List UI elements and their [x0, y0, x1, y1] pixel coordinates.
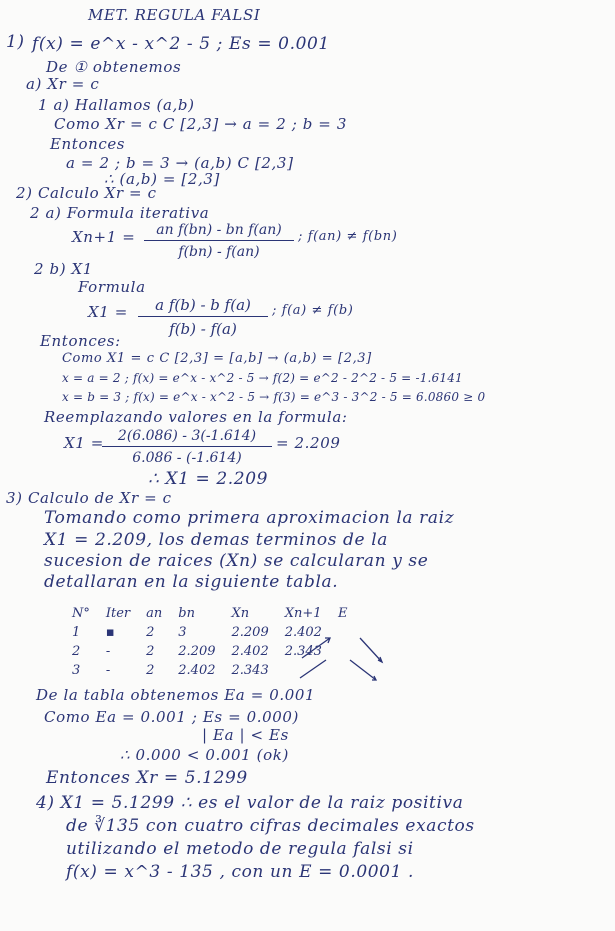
iterative-denominator: f(bn) - f(an) [178, 244, 260, 260]
table-row [64, 623, 355, 642]
table-row [64, 661, 355, 680]
table-cell [330, 623, 356, 642]
entonces-label: Entonces [50, 135, 126, 153]
como-x1-line: Como X1 = c C [2,3] = [a,b] → (a,b) = [2,3] [62, 351, 372, 366]
step2-header: 2) Calculo Xr = c [16, 184, 157, 202]
table-cell: 2.402 [284, 625, 322, 640]
table-header-row [64, 604, 355, 623]
entonces-xr-line: Entonces Xr = 5.1299 [46, 768, 248, 788]
conclusion-line1: 4) X1 = 5.1299 ∴ es el valor de la raiz positiva [36, 793, 464, 813]
step3-paragraph-line2: X1 = 2.209, los demas terminos de la [44, 530, 388, 550]
conclusion-line2: de ∛135 con cuatro cifras decimales exactos [66, 816, 475, 836]
inequality-line1: | Ea | < Es [202, 726, 289, 744]
conclusion-line4: f(x) = x^3 - 135 , con un E = 0.0001 . [66, 862, 415, 882]
table-header: bn [178, 606, 195, 621]
table-cell: 2 [146, 625, 155, 640]
problem-number: 1) [6, 32, 25, 52]
de-obtenemos-line: De ① obtenemos [46, 58, 182, 76]
como-interval-line: Como Xr = c C [2,3] → a = 2 ; b = 3 [54, 115, 347, 133]
step-a-line: a) Xr = c [26, 75, 100, 93]
x1-formula-denominator: f(b) - f(a) [169, 320, 237, 338]
table-cell: 2.209 [231, 625, 269, 640]
ab-values-line: a = 2 ; b = 3 → (a,b) C [2,3] [66, 154, 294, 172]
x1-calc-result: = 2.209 [276, 434, 341, 452]
de-la-tabla-line: De la tabla obtenemos Ea = 0.001 [36, 686, 316, 704]
conclusion-line3: utilizando el metodo de regula falsi si [66, 839, 414, 859]
step3-paragraph-line1: Tomando como primera aproximacion la raiz [44, 508, 455, 528]
table-header: N° [72, 606, 90, 621]
table-header: Iter [105, 606, 131, 621]
arrowhead-icon [378, 657, 382, 662]
table-cell [330, 642, 356, 661]
ab-interval-result: ∴ (a,b) = [2,3] [104, 170, 220, 188]
f-of-b-line: x = b = 3 ; f(x) = e^x - x^2 - 5 → f(3) = e^3 - 3^2 - 5 = 6.0860 ≥ 0 [62, 390, 486, 404]
table-cell: 2.343 [231, 663, 269, 678]
arrow-diagonal-icon [360, 638, 382, 662]
x1-final-result: ∴ X1 = 2.209 [148, 469, 269, 489]
table-cell: 3 [72, 663, 81, 678]
table-cell: 1 [72, 625, 81, 640]
table-cell: 2.209 [178, 644, 216, 659]
table-cell [277, 661, 330, 680]
x1-formula-condition: ; f(a) ≠ f(b) [272, 303, 354, 318]
iterative-lhs: Xn+1 = [72, 228, 136, 246]
table-header: E [337, 606, 348, 621]
reemplazando-line: Reemplazando valores en la formula: [44, 408, 348, 426]
como-ea-line: Como Ea = 0.001 ; Es = 0.000) [44, 708, 300, 726]
step-1a-header: 1 a) Hallamos (a,b) [38, 96, 195, 114]
step3-paragraph-line4: detallaran en la siguiente tabla. [44, 572, 339, 592]
table-cell: 2 [72, 644, 81, 659]
step2a-header: 2 a) Formula iterativa [30, 204, 210, 222]
x1-calc-lhs: X1 = [64, 434, 104, 452]
x1-formula-fraction [138, 296, 268, 338]
table-cell: - [105, 663, 111, 678]
table-cell: ▪ [105, 625, 115, 640]
iterative-numerator: an f(bn) - bn f(an) [144, 222, 294, 241]
table-cell: 2.402 [178, 663, 216, 678]
table-cell: 2.343 [284, 644, 322, 659]
x1-formula-numerator: a f(b) - b f(a) [138, 296, 268, 317]
step3-paragraph-line3: sucesion de raices (Xn) se calcularan y se [44, 551, 429, 571]
arrowhead-icon [372, 676, 376, 680]
f-of-a-line: x = a = 2 ; f(x) = e^x - x^2 - 5 → f(2) = e^2 - 2^2 - 5 = -1.6141 [62, 371, 463, 385]
iterative-condition: ; f(an) ≠ f(bn) [298, 229, 398, 244]
table-cell: 2 [146, 663, 155, 678]
problem-statement: f(x) = e^x - x^2 - 5 ; Es = 0.001 [32, 34, 330, 54]
entonces-label-2: Entonces: [40, 332, 121, 350]
inequality-line2: ∴ 0.000 < 0.001 (ok) [120, 746, 289, 764]
table-cell: 2 [146, 644, 155, 659]
page-title: MET. REGULA FALSI [88, 6, 261, 24]
x1-formula-lhs: X1 = [88, 303, 128, 321]
table-cell: - [105, 644, 111, 659]
table-header: Xn [231, 606, 250, 621]
formula-label: Formula [78, 278, 146, 296]
iterative-fraction [144, 222, 294, 260]
table-header: Xn+1 [284, 606, 322, 621]
x1-calc-fraction [102, 428, 272, 466]
iteration-table [64, 604, 355, 680]
table-header: an [146, 606, 163, 621]
step3-header: 3) Calculo de Xr = c [6, 489, 172, 507]
table-row [64, 642, 355, 661]
table-cell: 3 [178, 625, 187, 640]
step2b-header: 2 b) X1 [34, 260, 93, 278]
table-cell [330, 661, 356, 680]
table-cell: 2.402 [231, 644, 269, 659]
x1-calc-denominator: 6.086 - (-1.614) [132, 450, 242, 466]
x1-calc-numerator: 2(6.086) - 3(-1.614) [102, 428, 272, 447]
